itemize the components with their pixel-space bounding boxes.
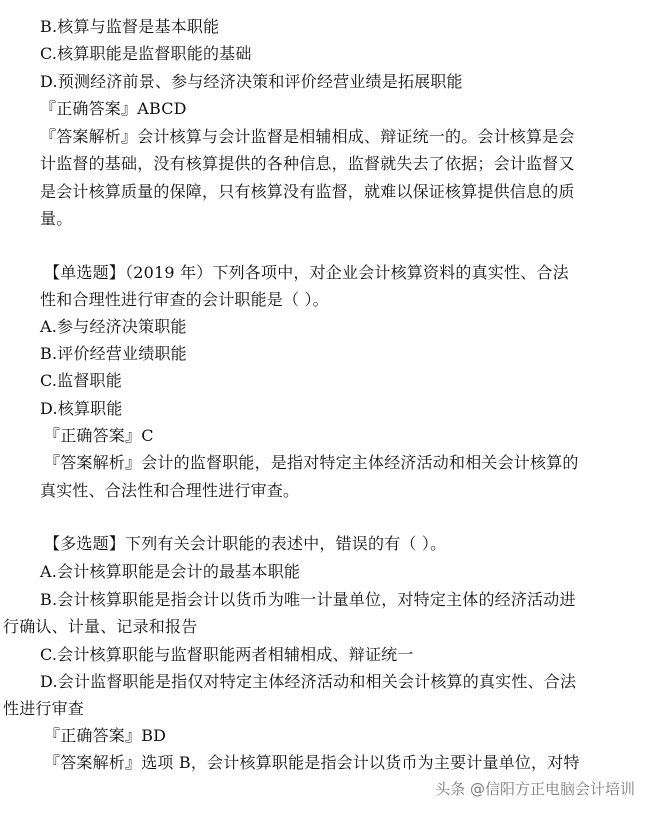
q1-explanation-1: 『答案解析』会计核算与会计监督是相辅相成、辩证统一的。会计核算是会 — [40, 127, 575, 146]
q3-option-d-1: D.会计监督职能是指仅对特定主体经济活动和相关会计核算的真实性、合法 — [40, 672, 577, 691]
q1-option-b: B.核算与监督是基本职能 — [40, 17, 220, 36]
q2-option-c: C.监督职能 — [40, 371, 122, 390]
q1-option-d: D.预测经济前景、参与经济决策和评价经营业绩是拓展职能 — [40, 72, 463, 91]
q1-answer: 『正确答案』ABCD — [40, 99, 187, 118]
q1-explanation-2: 计监督的基础，没有核算提供的各种信息，监督就失去了依据；会计监督又 — [40, 154, 575, 173]
q2-stem-1: 【单选题】（2019 年）下列各项中，对企业会计核算资料的真实性、合法 — [44, 263, 569, 282]
q3-option-b-2: 行确认、计量、记录和报告 — [3, 617, 198, 636]
q1-explanation-4: 量。 — [40, 209, 73, 228]
q1-explanation-3: 是会计核算质量的保障，只有核算没有监督，就难以保证核算提供信息的质 — [40, 182, 575, 201]
watermark: 头条 @信阳方正电脑会计培训 — [435, 780, 635, 798]
q2-stem-2: 性和合理性进行审查的会计职能是（ ）。 — [40, 290, 329, 309]
q2-explanation-1: 『答案解析』会计的监督职能，是指对特定主体经济活动和相关会计核算的 — [44, 453, 579, 472]
q3-explanation-1: 『答案解析』选项 B，会计核算职能是指会计以货币为主要计量单位，对特 — [44, 753, 580, 772]
q2-option-b: B.评价经营业绩职能 — [40, 344, 187, 363]
q3-answer: 『正确答案』BD — [44, 726, 167, 745]
q1-option-c: C.核算职能是监督职能的基础 — [40, 44, 252, 63]
q2-explanation-2: 真实性、合法性和合理性进行审查。 — [40, 481, 300, 500]
q3-option-d-2: 性进行审查 — [3, 699, 85, 718]
q3-option-b-1: B.会计核算职能是指会计以货币为唯一计量单位，对特定主体的经济活动进 — [40, 590, 576, 609]
q3-stem: 【多选题】下列有关会计职能的表述中，错误的有（ ）。 — [44, 534, 447, 553]
q3-option-c: C.会计核算职能与监督职能两者相辅相成、辩证统一 — [40, 645, 414, 664]
q2-answer: 『正确答案』C — [44, 426, 154, 445]
q2-option-a: A.参与经济决策职能 — [40, 317, 187, 336]
q2-option-d: D.核算职能 — [40, 399, 123, 418]
q3-option-a: A.会计核算职能是会计的最基本职能 — [40, 562, 301, 581]
